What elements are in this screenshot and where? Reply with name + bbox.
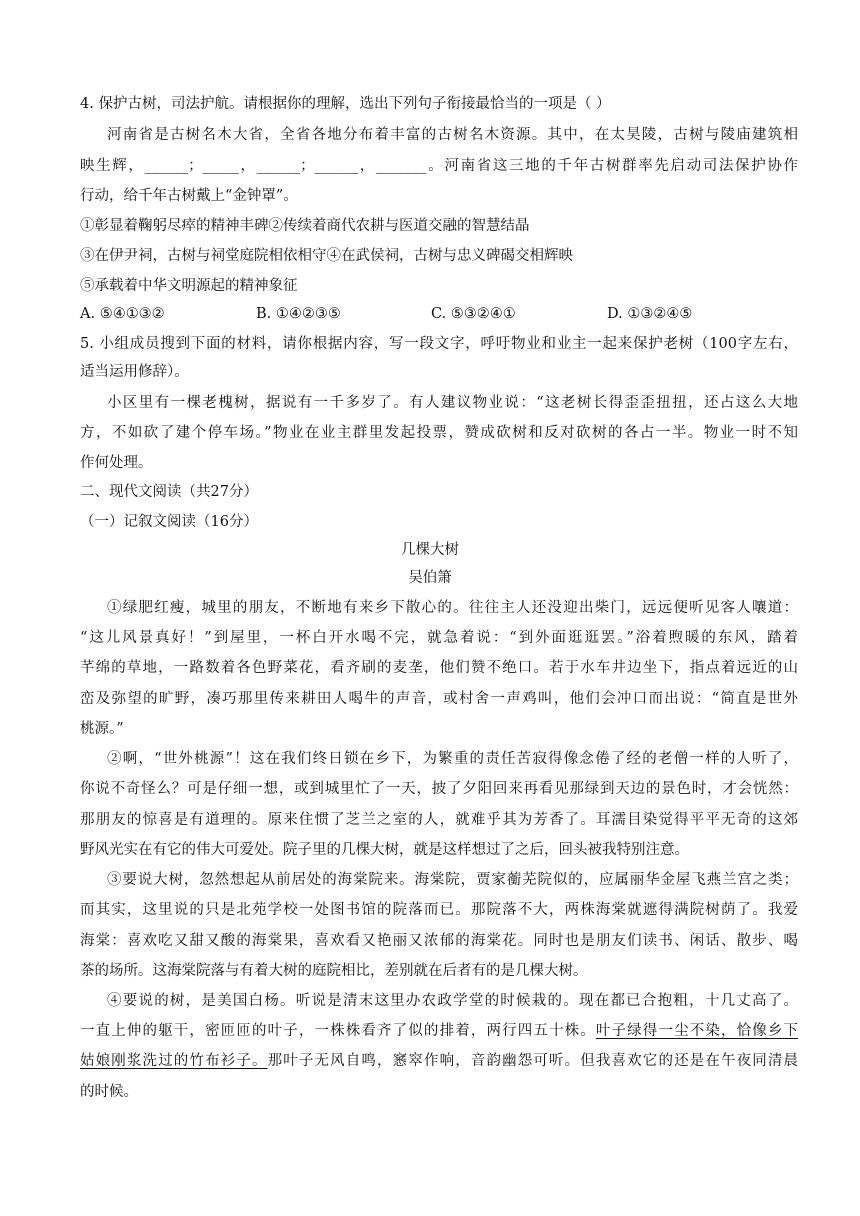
section-title: 二、现代文阅读（共27分） bbox=[80, 484, 258, 500]
q4-item-line: ③在伊尹祠，古树与祠堂庭院相依相守④在武侯祠，古树与忠义碑碣交相辉映 bbox=[80, 248, 573, 264]
article-line: ②啊，“世外桃源”！这在我们终日锁在乡下，为繁重的责任苦寂得像念倦了经的老僧一样的人听了， bbox=[107, 751, 798, 767]
article-line: 而其实，这里说的只是北苑学校一处图书馆的院落而已。那院落不大，两株海棠就遮得满院树荫了。我爱 bbox=[80, 902, 798, 918]
subsection-title: （一）记叙文阅读（16分） bbox=[80, 514, 258, 530]
article-line: ①绿肥红瘦，城里的朋友，不断地有来乡下散心的。往往主人还没迎出柴门，远远便听见客人嚷道： bbox=[107, 600, 798, 616]
article-line: 茶的场所。这海棠院落与有着大树的庭院相比，差别就在后者有的是几棵大树。 bbox=[80, 963, 588, 979]
q4-option-c[interactable]: C. ⑤③②④① bbox=[431, 306, 516, 322]
article-line: “这儿风景真好！”到屋里，一杯白开水喝不完，就急着说：“到外面逛逛罢。”浴着煦暖的东风，踏着 bbox=[80, 630, 798, 646]
article-line bbox=[80, 1021, 798, 1041]
article-line: 的时候。 bbox=[80, 1084, 138, 1100]
q5-material-line: 小区里有一棵老槐树，据说有一千多岁了。有人建议物业说：“这老树长得歪歪扭扭，还占这么大地 bbox=[107, 395, 798, 411]
q5-stem-line: 5. 小组成员搜到下面的材料，请你根据内容，写一段文字，呼吁物业和业主一起来保护老树（100字左右， bbox=[80, 336, 798, 352]
article-line: 野风光实在有它的伟大可爱处。院子里的几棵大树，就是这样想过了之后，回头被我特别注意。 bbox=[80, 842, 689, 858]
q4-option-d[interactable]: D. ①③②④⑤ bbox=[607, 306, 693, 322]
article-line: 桃源。” bbox=[80, 721, 124, 737]
q4-stem: 4. 保护古树，司法护航。请根据你的理解，选出下列句子衔接最恰当的一项是（ ） bbox=[80, 96, 611, 112]
article-line bbox=[80, 1051, 798, 1071]
q4-item-line: ①彰显着鞠躬尽瘁的精神丰碑②传续着商代农耕与医道交融的智慧结晶 bbox=[80, 218, 530, 234]
article-line: 你说不奇怪么？可是仔细一想，或到城里忙了一天，披了夕阳回来再看见那绿到天边的景色时，才会恍然： bbox=[80, 781, 798, 797]
article-line: ④要说的树，是美国白杨。听说是清末这里办农政学堂的时候栽的。现在都已合抱粗，十几丈高了。 bbox=[107, 993, 798, 1009]
article-title: 几棵大树 bbox=[401, 542, 459, 558]
q4-passage-line: 行动，给千年古树戴上“金钟罩”。 bbox=[80, 188, 298, 204]
underlined-sentence: 姑娘刚浆洗过的竹布衫子。 bbox=[80, 1053, 268, 1069]
q4-item-line: ⑤承载着中华文明源起的精神象征 bbox=[80, 278, 298, 294]
article-line: 海棠：喜欢吃又甜又酸的海棠果，喜欢看又艳丽又浓郁的海棠花。同时也是朋友们读书、闲话、散步、喝 bbox=[80, 933, 798, 949]
q4-passage-line: 河南省是古树名木大省，全省各地分布着丰富的古树名木资源。其中，在太昊陵，古树与陵庙建筑相 bbox=[107, 127, 798, 143]
article-line: 那朋友的惊喜是有道理的。原来住惯了芝兰之室的人，就难乎其为芳香了。耳濡目染觉得平平无奇的这郊 bbox=[80, 812, 798, 828]
article-line: 峦及弥望的旷野，凑巧那里传来耕田人喝牛的声音，或村舍一声鸡叫，他们会冲口而出说：“简直是世外 bbox=[80, 691, 798, 707]
article-text: 那叶子无风自鸣，窸窣作响，音韵幽怨可听。但我喜欢它的还是在午夜同清晨 bbox=[267, 1053, 799, 1069]
q4-passage-line: 映生辉，______；_____，______；______，_______。河南省这三地的千年古树群率先启动司法保护协作 bbox=[80, 158, 798, 174]
article-line: 芊绵的草地，一路数着各色野菜花，看齐刷的麦垄，他们赞不绝口。若于水车井边坐下，指点着远近的山 bbox=[80, 660, 798, 676]
q5-material-line: 作何处理。 bbox=[80, 455, 153, 471]
q5-material-line: 方，不如砍了建个停车场。”物业在业主群里发起投票，赞成砍树和反对砍树的各占一半。物业一时不知 bbox=[80, 425, 798, 441]
article-line: ③要说大树，忽然想起从前居处的海棠院来。海棠院，贾家蘅芜院似的，应属丽华金屋飞燕兰宫之类； bbox=[107, 872, 798, 888]
q4-option-a[interactable]: A. ⑤④①③② bbox=[80, 306, 165, 322]
q4-option-b[interactable]: B. ①④②③⑤ bbox=[256, 306, 341, 322]
underlined-sentence: 叶子绿得一尘不染，恰像乡下 bbox=[595, 1023, 799, 1039]
article-text: 一直上伸的躯干，密匝匝的叶子，一株株看齐了似的排着，两行四五十株。 bbox=[80, 1023, 596, 1039]
article-author: 吴伯箫 bbox=[408, 570, 452, 586]
q5-stem-line: 适当运用修辞）。 bbox=[80, 364, 189, 380]
